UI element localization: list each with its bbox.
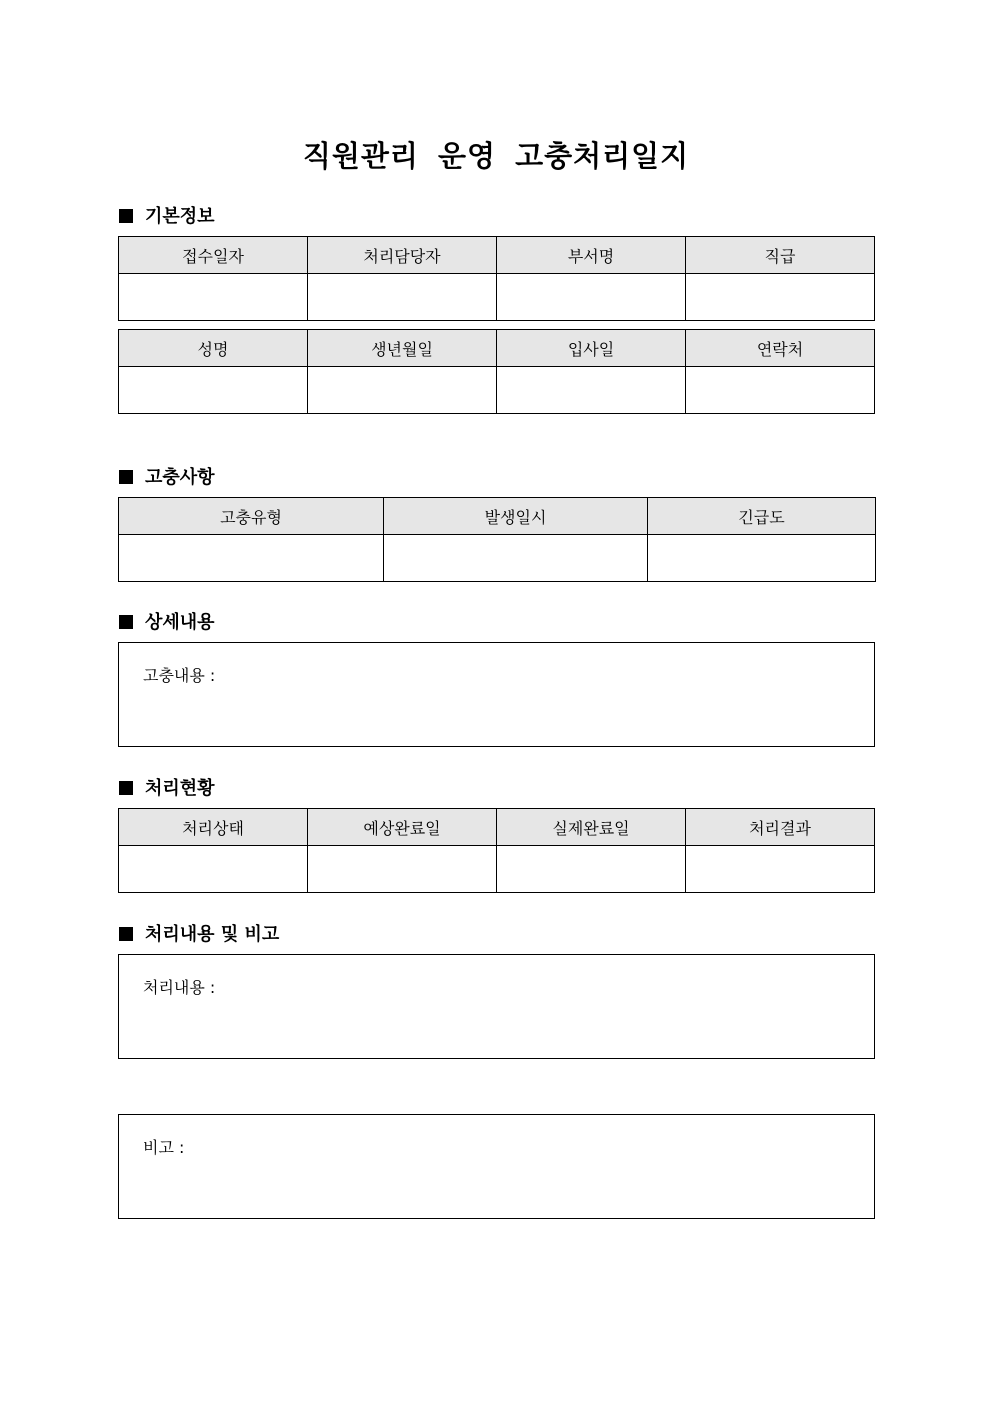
process-status-field[interactable]: [119, 846, 308, 893]
table-header-row: [119, 498, 876, 535]
section-title: 상세내용: [145, 612, 215, 633]
header-cell-process-status: 처리상태: [119, 809, 308, 846]
header-cell-occurrence-datetime: 발생일시: [384, 498, 648, 535]
complaint-type-field[interactable]: [119, 535, 384, 582]
contact-field[interactable]: [686, 367, 875, 414]
complaint-content-box[interactable]: [118, 642, 875, 747]
header-cell-birthdate: 생년월일: [308, 330, 497, 367]
header-cell-contact: 연락처: [686, 330, 875, 367]
section-heading-remarks: [119, 923, 279, 947]
square-bullet-icon: [119, 470, 133, 484]
page-title: 직원관리 운영 고충처리일지: [302, 139, 690, 173]
receipt-date-field[interactable]: [119, 274, 308, 321]
header-cell-expected-completion: 예상완료일: [308, 809, 497, 846]
basic-info-table-2: [118, 329, 875, 414]
urgency-field[interactable]: [648, 535, 876, 582]
section-heading-detail: [119, 611, 215, 635]
remarks-label: 비고 :: [143, 1138, 185, 1157]
header-cell-hire-date: 입사일: [497, 330, 686, 367]
section-heading-status: [119, 777, 215, 801]
square-bullet-icon: [119, 615, 133, 629]
hire-date-field[interactable]: [497, 367, 686, 414]
complaint-table: [118, 497, 876, 582]
header-cell-process-result: 처리결과: [686, 809, 875, 846]
remarks-box[interactable]: [118, 1114, 875, 1219]
department-field[interactable]: [497, 274, 686, 321]
basic-info-table-1: [118, 236, 875, 321]
process-result-field[interactable]: [686, 846, 875, 893]
status-table: [118, 808, 875, 893]
section-heading-complaint: [119, 466, 215, 490]
complaint-content-label: 고충내용 :: [143, 666, 216, 685]
header-cell-name: 성명: [119, 330, 308, 367]
process-content-label: 처리내용 :: [143, 978, 216, 997]
section-title: 기본정보: [145, 206, 215, 227]
expected-completion-field[interactable]: [308, 846, 497, 893]
process-content-box[interactable]: [118, 954, 875, 1059]
table-input-row: [119, 535, 876, 582]
table-input-row: [119, 846, 875, 893]
table-input-row: [119, 274, 875, 321]
birthdate-field[interactable]: [308, 367, 497, 414]
square-bullet-icon: [119, 781, 133, 795]
table-header-row: [119, 330, 875, 367]
header-cell-receipt-date: 접수일자: [119, 237, 308, 274]
table-header-row: [119, 809, 875, 846]
square-bullet-icon: [119, 927, 133, 941]
position-field[interactable]: [686, 274, 875, 321]
section-title: 고충사항: [145, 467, 215, 488]
square-bullet-icon: [119, 209, 133, 223]
section-title: 처리현황: [145, 778, 215, 799]
actual-completion-field[interactable]: [497, 846, 686, 893]
header-cell-actual-completion: 실제완료일: [497, 809, 686, 846]
header-cell-urgency: 긴급도: [648, 498, 876, 535]
table-input-row: [119, 367, 875, 414]
name-field[interactable]: [119, 367, 308, 414]
header-cell-complaint-type: 고충유형: [119, 498, 384, 535]
handler-field[interactable]: [308, 274, 497, 321]
section-title: 처리내용 및 비고: [145, 924, 280, 945]
occurrence-datetime-field[interactable]: [384, 535, 648, 582]
header-cell-position: 직급: [686, 237, 875, 274]
table-header-row: [119, 237, 875, 274]
section-heading-basic-info: [119, 205, 215, 229]
header-cell-handler: 처리담당자: [308, 237, 497, 274]
header-cell-department: 부서명: [497, 237, 686, 274]
